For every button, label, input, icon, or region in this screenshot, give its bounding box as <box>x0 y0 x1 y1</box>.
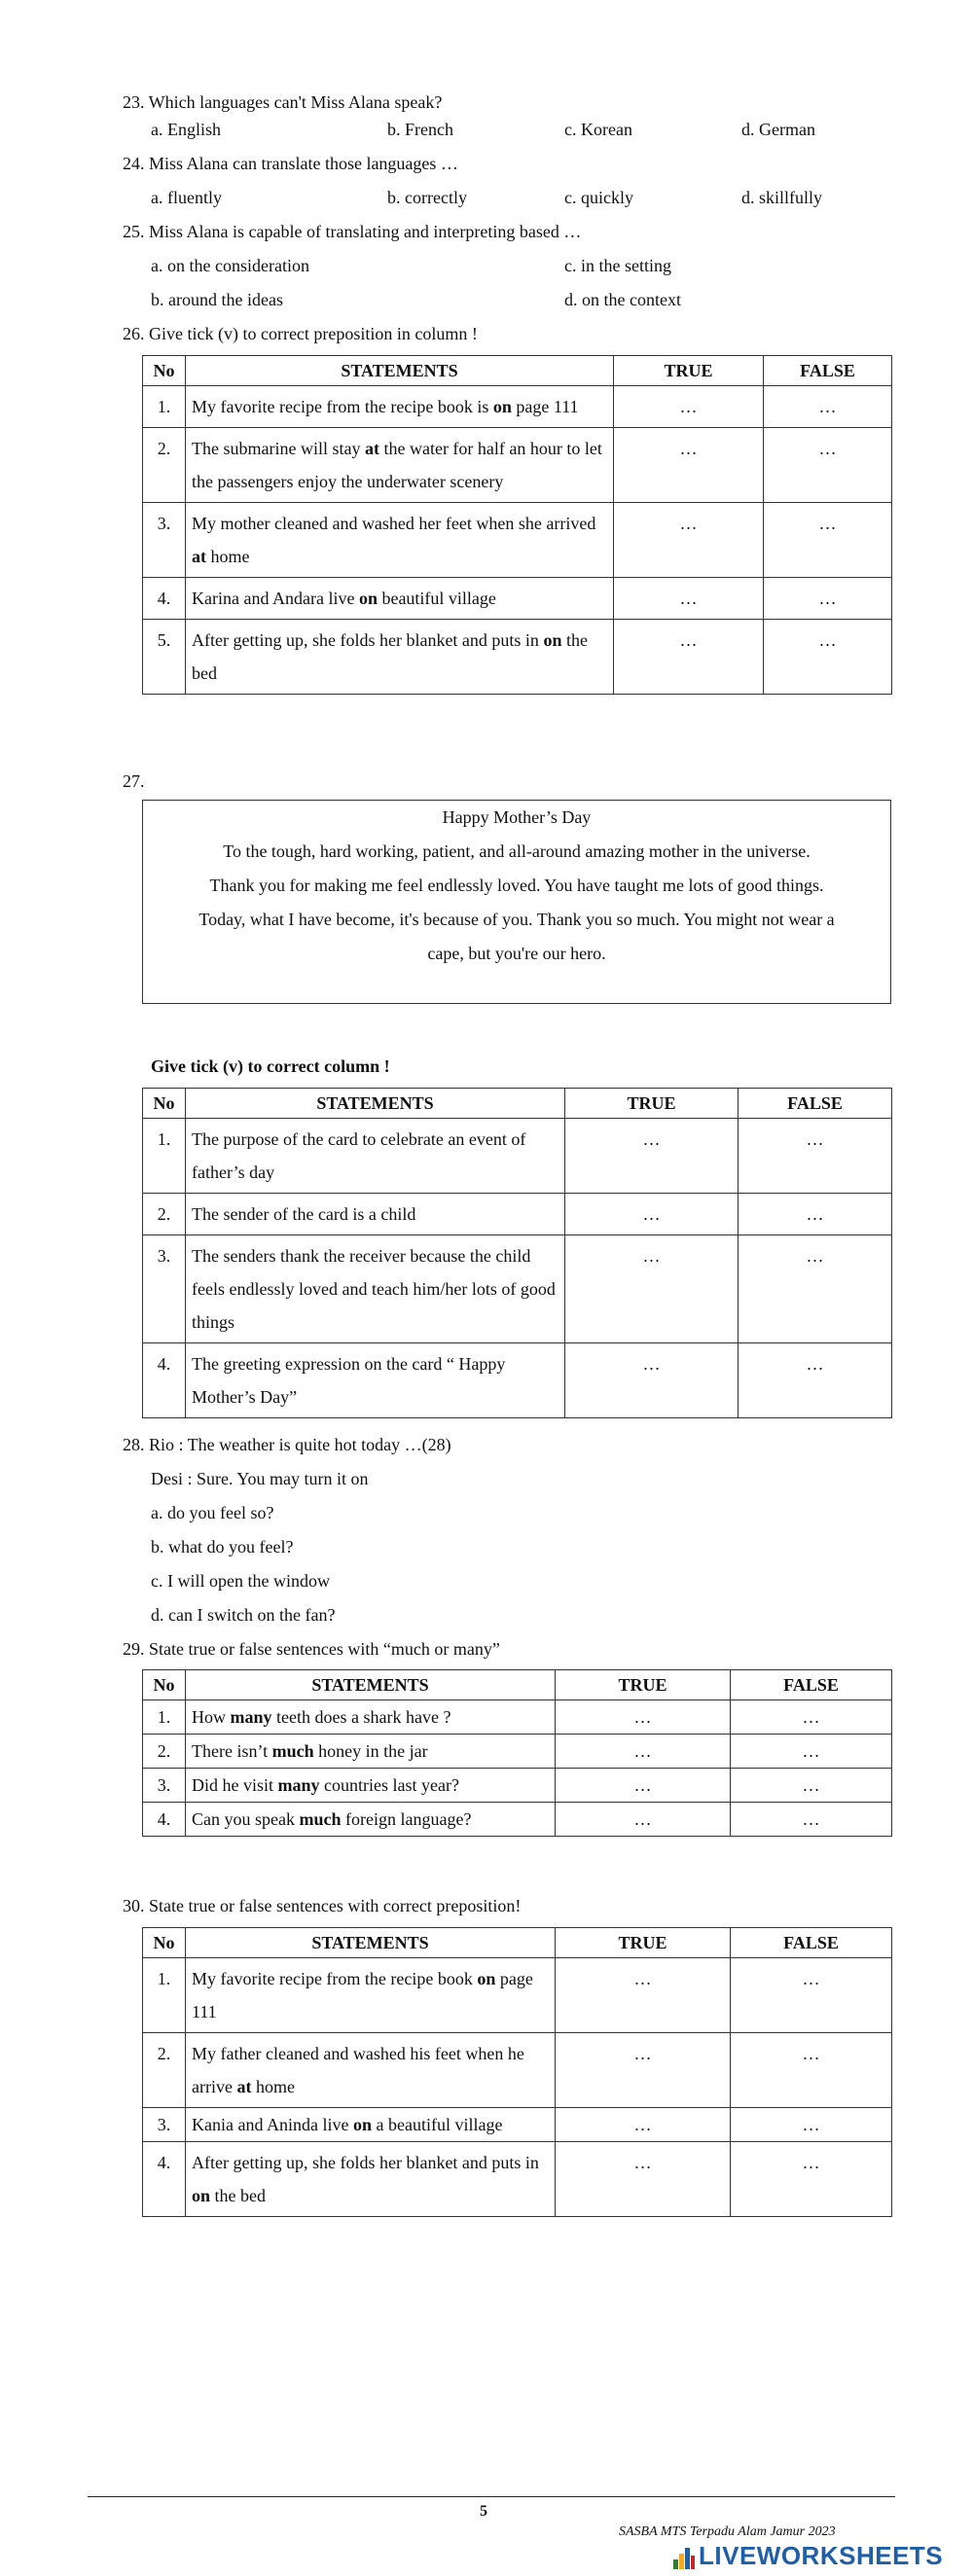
col-no-header: No <box>143 356 186 386</box>
table-row <box>143 2108 892 2142</box>
statement: There isn’t much honey in the jar <box>186 1735 556 1769</box>
row-number: 2. <box>143 2033 186 2108</box>
q27-header-row <box>143 1089 892 1119</box>
true-cell[interactable]: … <box>565 1343 739 1418</box>
row-number: 1. <box>143 1958 186 2033</box>
row-number: 3. <box>143 503 186 578</box>
table-row <box>143 1803 892 1837</box>
true-cell[interactable]: … <box>556 1735 731 1769</box>
col-statements-header: STATEMENTS <box>186 1089 565 1119</box>
true-cell[interactable]: … <box>614 620 764 695</box>
col-false-header: FALSE <box>731 1928 892 1958</box>
q30-instruction: 30. State true or false sentences with correct preposition! <box>123 1896 522 1915</box>
statement: The purpose of the card to celebrate an event of father’s day <box>186 1119 565 1194</box>
q28-line: 28. Rio : The weather is quite hot today …(28) <box>123 1435 451 1454</box>
row-number: 1. <box>143 1700 186 1735</box>
q28-option-b: b. what do you feel? <box>151 1537 294 1556</box>
q25-option-a: a. on the consideration <box>151 256 309 275</box>
table-row <box>143 1700 892 1735</box>
row-number: 2. <box>143 428 186 503</box>
false-cell[interactable]: … <box>731 1769 892 1803</box>
q26-instruction: 26. Give tick (v) to correct preposition in column ! <box>123 324 478 343</box>
false-cell[interactable]: … <box>731 1735 892 1769</box>
q29-table <box>142 1669 892 1837</box>
row-number: 3. <box>143 2108 186 2142</box>
col-statements-header: STATEMENTS <box>186 1928 556 1958</box>
brand-name: LIVEWORKSHEETS <box>699 2541 944 2570</box>
true-cell[interactable]: … <box>614 578 764 620</box>
q28-option-a: a. do you feel so? <box>151 1503 274 1522</box>
q26-table <box>142 355 892 695</box>
q30-table <box>142 1927 892 2217</box>
q24-option-d: d. skillfully <box>741 188 823 207</box>
table-row <box>143 1343 892 1418</box>
q24-option-b: b. correctly <box>387 188 467 207</box>
q23-option-d: d. German <box>741 120 815 139</box>
q23-question: 23. Which languages can't Miss Alana speak? <box>123 92 443 112</box>
q27-number: 27. <box>123 771 145 791</box>
false-cell[interactable]: … <box>739 1119 892 1194</box>
row-number: 4. <box>143 578 186 620</box>
col-statements-header: STATEMENTS <box>186 1670 556 1700</box>
true-cell[interactable]: … <box>614 503 764 578</box>
statement: Kania and Aninda live on a beautiful village <box>186 2108 556 2142</box>
q25-option-b: b. around the ideas <box>151 290 283 309</box>
q26-header-row <box>143 356 892 386</box>
col-true-header: TRUE <box>565 1089 739 1119</box>
statement: Karina and Andara live on beautiful village <box>186 578 614 620</box>
card-line: Thank you for making me feel endlessly loved. You have taught me lots of good things. <box>209 876 824 895</box>
true-cell[interactable]: … <box>565 1194 739 1235</box>
false-cell[interactable]: … <box>739 1343 892 1418</box>
statement: After getting up, she folds her blanket and puts in on the bed <box>186 2142 556 2217</box>
col-no-header: No <box>143 1928 186 1958</box>
q28-option-d: d. can I switch on the fan? <box>151 1605 336 1625</box>
table-row <box>143 1735 892 1769</box>
row-number: 4. <box>143 2142 186 2217</box>
col-no-header: No <box>143 1670 186 1700</box>
q24-option-a: a. fluently <box>151 188 222 207</box>
true-cell[interactable]: … <box>556 2033 731 2108</box>
liveworksheets-icon <box>673 2546 695 2574</box>
row-number: 3. <box>143 1769 186 1803</box>
table-row <box>143 1194 892 1235</box>
true-cell[interactable]: … <box>556 2108 731 2142</box>
q27-instruction: Give tick (v) to correct column ! <box>151 1056 390 1076</box>
page-number: 5 <box>480 2503 487 2520</box>
mothers-day-card <box>142 800 891 1004</box>
table-row <box>143 578 892 620</box>
table-row <box>143 386 892 428</box>
q28-option-c: c. I will open the window <box>151 1571 330 1591</box>
q24-option-c: c. quickly <box>564 188 633 207</box>
col-statements-header: STATEMENTS <box>186 356 614 386</box>
footer-divider <box>88 2496 895 2497</box>
false-cell[interactable]: … <box>731 1803 892 1837</box>
false-cell[interactable]: … <box>764 503 892 578</box>
q28-line: Desi : Sure. You may turn it on <box>151 1469 369 1488</box>
card-title: Happy Mother’s Day <box>442 807 592 827</box>
q29-instruction: 29. State true or false sentences with “much or many” <box>123 1639 500 1659</box>
statement: My father cleaned and washed his feet when he arrive at home <box>186 2033 556 2108</box>
false-cell[interactable]: … <box>764 428 892 503</box>
q27-table <box>142 1088 892 1418</box>
true-cell[interactable]: … <box>556 1958 731 2033</box>
statement: The greeting expression on the card “ Happy Mother’s Day” <box>186 1343 565 1418</box>
table-row <box>143 503 892 578</box>
row-number: 3. <box>143 1235 186 1343</box>
col-true-header: TRUE <box>614 356 764 386</box>
false-cell[interactable]: … <box>731 1958 892 2033</box>
table-row <box>143 620 892 695</box>
true-cell[interactable]: … <box>556 1769 731 1803</box>
row-number: 2. <box>143 1194 186 1235</box>
table-row <box>143 1119 892 1194</box>
col-false-header: FALSE <box>739 1089 892 1119</box>
statement: My favorite recipe from the recipe book is on page 111 <box>186 386 614 428</box>
liveworksheets-logo <box>673 2541 943 2574</box>
q30-header-row <box>143 1928 892 1958</box>
statement: Can you speak much foreign language? <box>186 1803 556 1837</box>
row-number: 4. <box>143 1803 186 1837</box>
q29-header-row <box>143 1670 892 1700</box>
q25-question: 25. Miss Alana is capable of translating and interpreting based … <box>123 222 582 241</box>
row-number: 1. <box>143 386 186 428</box>
true-cell[interactable]: … <box>565 1119 739 1194</box>
table-row <box>143 428 892 503</box>
card-line: cape, but you're our hero. <box>427 944 606 963</box>
statement: The sender of the card is a child <box>186 1194 565 1235</box>
col-no-header: No <box>143 1089 186 1119</box>
row-number: 2. <box>143 1735 186 1769</box>
false-cell[interactable]: … <box>764 620 892 695</box>
false-cell[interactable]: … <box>739 1194 892 1235</box>
true-cell[interactable]: … <box>556 2142 731 2217</box>
col-true-header: TRUE <box>556 1670 731 1700</box>
statement: How many teeth does a shark have ? <box>186 1700 556 1735</box>
col-true-header: TRUE <box>556 1928 731 1958</box>
row-number: 5. <box>143 620 186 695</box>
statement: Did he visit many countries last year? <box>186 1769 556 1803</box>
table-row <box>143 1235 892 1343</box>
false-cell[interactable]: … <box>731 2142 892 2217</box>
true-cell[interactable]: … <box>556 1803 731 1837</box>
row-number: 1. <box>143 1119 186 1194</box>
statement: The senders thank the receiver because the child feels endlessly loved and teach him/her lots of good things <box>186 1235 565 1343</box>
card-line: To the tough, hard working, patient, and all-around amazing mother in the universe. <box>223 841 811 861</box>
school-name: SASBA MTS Terpadu Alam Jamur 2023 <box>619 2524 836 2539</box>
true-cell[interactable]: … <box>556 1700 731 1735</box>
col-false-header: FALSE <box>731 1670 892 1700</box>
col-false-header: FALSE <box>764 356 892 386</box>
table-row <box>143 1958 892 2033</box>
true-cell[interactable]: … <box>565 1235 739 1343</box>
false-cell[interactable]: … <box>764 578 892 620</box>
q23-option-a: a. English <box>151 120 221 139</box>
true-cell[interactable]: … <box>614 428 764 503</box>
table-row <box>143 1769 892 1803</box>
table-row <box>143 2142 892 2217</box>
false-cell[interactable]: … <box>764 386 892 428</box>
statement: The submarine will stay at the water for half an hour to let the passengers enjoy the underwater scenery <box>186 428 614 503</box>
table-row <box>143 2033 892 2108</box>
card-line: Today, what I have become, it's because of you. Thank you so much. You might not wear a <box>198 910 835 929</box>
q23-option-c: c. Korean <box>564 120 632 139</box>
false-cell[interactable]: … <box>731 1700 892 1735</box>
q23-option-b: b. French <box>387 120 453 139</box>
statement: My favorite recipe from the recipe book on page 111 <box>186 1958 556 2033</box>
false-cell[interactable]: … <box>731 2108 892 2142</box>
false-cell[interactable]: … <box>731 2033 892 2108</box>
false-cell[interactable]: … <box>739 1235 892 1343</box>
statement: My mother cleaned and washed her feet when she arrived at home <box>186 503 614 578</box>
q25-option-c: c. in the setting <box>564 256 671 275</box>
statement: After getting up, she folds her blanket and puts in on the bed <box>186 620 614 695</box>
q24-question: 24. Miss Alana can translate those languages … <box>123 154 458 173</box>
q25-option-d: d. on the context <box>564 290 681 309</box>
true-cell[interactable]: … <box>614 386 764 428</box>
row-number: 4. <box>143 1343 186 1418</box>
